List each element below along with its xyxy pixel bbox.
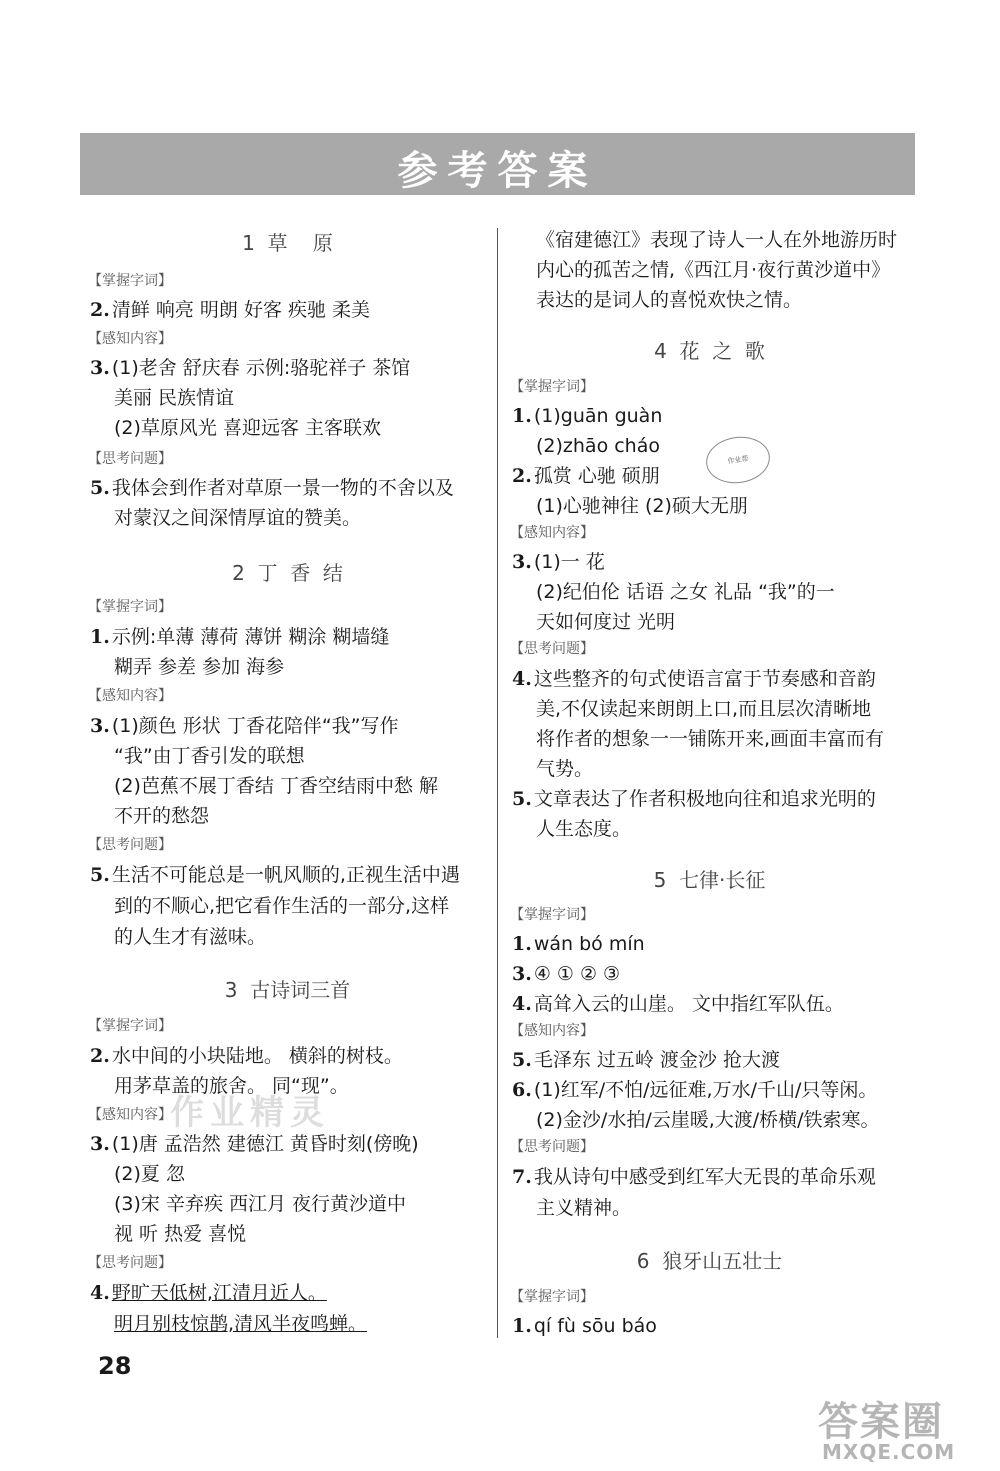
watermark-text: 作业精灵 — [170, 1093, 330, 1133]
answer-line: 1. 示例:单薄 薄荷 薄饼 糊涂 糊墙缝 — [90, 626, 390, 648]
answer-line: 7. 我从诗句中感受到红军大无畏的革命乐观 — [512, 1166, 876, 1188]
lesson-5-title: 5 七律·长征 — [653, 868, 766, 892]
answer-line: 将作者的想象一一铺陈开来,画面丰富而有 — [536, 728, 885, 750]
answer-line: (2)金沙/水拍/云崖暖,大渡/桥横/铁索寒。 — [536, 1109, 880, 1131]
answer-line: 表达的是词人的喜悦欢快之情。 — [536, 289, 803, 311]
answer-line: 气势。 — [536, 758, 594, 780]
homework-stamp: 作业帮 — [703, 433, 773, 487]
answer-line: 内心的孤苦之情,《西江月·夜行黄沙道中》 — [536, 259, 891, 281]
answer-line: 3. (1)唐 孟浩然 建德江 黄昏时刻(傍晚) — [90, 1133, 419, 1155]
answer-line: 2. 清鲜 响亮 明朗 好客 疾驰 柔美 — [90, 299, 371, 321]
section-tag-vocab: 【 掌握字词 】 — [510, 378, 594, 396]
answer-line: 2. 孤赏 心驰 硕朋 — [512, 465, 660, 487]
answer-line: 的人生才有滋味。 — [114, 926, 267, 948]
answer-line: 1. wán bó mín — [512, 933, 645, 955]
column-divider — [497, 228, 498, 1338]
answer-line: 人生态度。 — [536, 818, 632, 840]
answer-line: 不开的愁怨 — [114, 805, 210, 827]
watermark-url: MXQE.COM — [822, 1440, 956, 1464]
section-tag-vocab: 【 掌握字词 】 — [510, 1288, 594, 1306]
answer-line: 5. 文章表达了作者积极地向往和追求光明的 — [512, 788, 876, 810]
answer-line: 美丽 民族情谊 — [114, 387, 235, 409]
answer-line: (2)zhāo cháo — [536, 435, 660, 457]
answer-line: 3. (1)颜色 形状 丁香花陪伴“我”写作 — [90, 715, 399, 737]
answer-line: (2)夏 忽 — [114, 1163, 185, 1185]
answer-line: 1. (1)guān guàn — [512, 405, 663, 427]
lesson-3-title: 3 古诗词三首 — [224, 978, 351, 1002]
lesson-2-title: 2 丁 香 结 — [232, 561, 343, 585]
answer-line: 美,不仅读起来朗朗上口,而且层次清晰地 — [536, 698, 872, 720]
answer-line: 糊弄 参差 参加 海参 — [114, 656, 285, 678]
answer-line: 用茅草盖的旅舍。 同“现”。 — [114, 1075, 349, 1097]
section-tag-think: 【 思考问题 】 — [88, 450, 172, 468]
watermark-logo: 答案圈 — [818, 1399, 944, 1445]
answer-line: “我”由丁香引发的联想 — [114, 745, 305, 767]
answer-line: 1. qí fù sōu báo — [512, 1315, 657, 1337]
answer-line: 视 听 热爱 喜悦 — [114, 1223, 247, 1245]
answer-line: (2)纪伯伦 话语 之女 礼品 “我”的一 — [536, 581, 835, 603]
answer-line: 3. (1)老舍 舒庆春 示例:骆驼祥子 茶馆 — [90, 357, 411, 379]
section-tag-think: 【 思考问题 】 — [510, 640, 594, 658]
answer-line: 《宿建德江》表现了诗人一人在外地游历时 — [536, 229, 898, 251]
page-number: 28 — [98, 1352, 132, 1380]
banner-title: 参考答案 — [397, 148, 598, 194]
answer-line: 主义精神。 — [536, 1197, 632, 1219]
answer-line: 5. 生活不可能总是一帆风顺的,正视生活中遇 — [90, 864, 460, 886]
answer-line: 3. ④ ① ② ③ — [512, 963, 621, 985]
section-tag-think: 【 思考问题 】 — [88, 1254, 172, 1272]
section-tag-content: 【 感知内容 】 — [88, 330, 172, 348]
section-tag-think: 【 思考问题 】 — [510, 1138, 594, 1156]
answer-line: 6. (1)红军/不怕/远征难,万水/千山/只等闲。 — [512, 1079, 878, 1101]
answer-line: (3)宋 辛弃疾 西江月 夜行黄沙道中 — [114, 1193, 407, 1215]
answer-line: 对蒙汉之间深情厚谊的赞美。 — [114, 507, 362, 529]
answer-line: 5. 毛泽东 过五岭 渡金沙 抢大渡 — [512, 1049, 780, 1071]
answer-line: (2)芭蕉不展丁香结 丁香空结雨中愁 解 — [114, 775, 438, 797]
section-tag-content: 【 感知内容 】 — [510, 1022, 594, 1040]
answer-line: (2)草原风光 喜迎远客 主客联欢 — [114, 417, 381, 439]
lesson-4-title: 4 花 之 歌 — [654, 339, 765, 363]
answer-line: 天如何度过 光明 — [536, 611, 676, 633]
answer-line: 5. 我体会到作者对草原一景一物的不舍以及 — [90, 477, 454, 499]
answer-line: 明月别枝惊鹊,清风半夜鸣蝉。 — [114, 1313, 368, 1335]
answer-line: 4. 野旷天低树,江清月近人。 — [90, 1282, 327, 1304]
section-tag-vocab: 【 掌握字词 】 — [88, 1017, 172, 1035]
section-tag-content: 【 感知内容 】 — [88, 687, 172, 705]
answer-line: 到的不顺心,把它看作生活的一部分,这样 — [114, 895, 450, 917]
section-tag-vocab: 【 掌握字词 】 — [88, 272, 172, 290]
section-tag-vocab: 【 掌握字词 】 — [88, 598, 172, 616]
section-tag-vocab: 【 掌握字词 】 — [510, 906, 594, 924]
answer-line: (1)心驰神往 (2)硕大无朋 — [536, 495, 748, 517]
section-tag-think: 【 思考问题 】 — [88, 836, 172, 854]
answer-line: 2. 水中间的小块陆地。 横斜的树枝。 — [90, 1045, 403, 1067]
lesson-6-title: 6 狼牙山五壮士 — [636, 1249, 783, 1273]
answer-key-banner — [80, 133, 915, 195]
section-tag-content: 【 感知内容 】 — [510, 524, 594, 542]
answer-line: 4. 这些整齐的句式使语言富于节奏感和音韵 — [512, 668, 876, 690]
section-tag-content: 【 感知内容 】 — [88, 1106, 172, 1124]
answer-line: 3. (1)一 花 — [512, 551, 605, 573]
answer-line: 4. 高耸入云的山崖。 文中指红军队伍。 — [512, 993, 844, 1015]
lesson-1-title: 1 草 原 — [242, 231, 333, 255]
